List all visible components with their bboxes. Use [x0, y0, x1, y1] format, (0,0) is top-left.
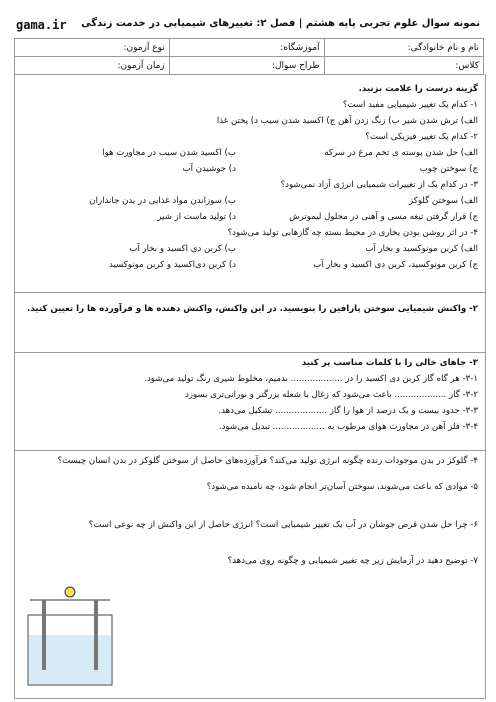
designer-label: طراح سوال:	[169, 57, 324, 75]
q1-3: ۳- در کدام یک از تغییرات شیمیایی انرژی آزاد نمی‌شود؟	[280, 180, 478, 190]
bulb-icon	[65, 587, 75, 597]
q3-heading: ۳- جاهای خالی را با کلمات مناسب پر کنید	[301, 358, 478, 368]
q1-3-a: الف) سوختن گلوکز	[408, 196, 478, 206]
q1-4-b: ب) کربن دی اکسید و بخار آب	[129, 244, 236, 254]
q5-text: ۵- موادی که باعث می‌شوند، سوختن آسان‌تر انجام شود، چه نامیده می‌شود؟	[206, 482, 478, 492]
q1-2-a: الف) حل شدن پوسته ی تخم مرغ در سرکه	[324, 148, 478, 158]
page-title: نمونه سوال علوم تجربی پایه هشتم | فصل ۲: تغییرهای شیمیایی در خدمت زندگی	[81, 18, 480, 29]
class-label: کلاس:	[324, 57, 483, 75]
q1-2-c: ج) سوختن چوب	[419, 164, 478, 174]
exam-type-label: نوع آزمون:	[15, 39, 170, 57]
q1-4-d: د) کربن دی‌اکسید و کربن مونوکسید	[108, 260, 236, 270]
q4-text: ۴- گلوکز در بدن موجودات زنده چگونه انرژی تولید می‌کند؟ فرآورده‌های حاصل از سوختن گلوکز در بدن انسان چیست؟	[57, 456, 478, 466]
q1-1-options: الف) ترش شدن شیر ب) زنگ زدن آهن ج) اکسید شدن سیب د) پختن غذا	[216, 116, 478, 126]
q1-heading: گزینه درست را علامت بزنید.	[358, 84, 478, 94]
q1-4-c: ج) کربن مونوکسید، کربن دی اکسید و بخار آب	[313, 260, 478, 270]
name-label: نام و نام خانوادگی:	[324, 39, 483, 57]
q1-4: ۴- در اثر روشن بودن بخاری در محیط بسته چه گازهایی تولید می‌شود؟	[227, 228, 478, 238]
q7-text: ۷- توضیح دهید در آزمایش زیر چه تغییر شیمیایی و چگونه روی می‌دهد؟	[227, 556, 478, 566]
section-q2	[14, 292, 486, 353]
q3-2: ۳-۲- گاز ................... باعث می‌شود که زغال با شعله بزرگتر و نورانی‌تری بسوزد	[185, 390, 478, 400]
site-logo: gama.ir	[16, 18, 67, 32]
q3-3: ۳-۳- حدود بیست و یک درصد از هوا را گاز ................... تشکیل می‌دهد.	[218, 406, 478, 416]
q6-text: ۶- چرا حل شدن قرص جوشان در آب یک تغییر شیمیایی است؟ انرژی حاصل از این واکنش از چه نوعی است؟	[88, 520, 478, 530]
q1-2-d: د) جوشیدن آب	[182, 164, 236, 174]
electrode-right	[94, 600, 98, 670]
electrode-left	[42, 600, 46, 670]
q1-1: ۱- کدام یک تغییر شیمیایی مفید است؟	[342, 100, 478, 110]
q2-text: ۲- واکنش شیمیایی سوختن پارافین را بنویسید. در این واکنش، واکنش دهنده ها و فرآورده ها را تعیین کنید.	[27, 304, 478, 314]
experiment-diagram	[20, 580, 120, 690]
q1-3-b: ب) سوزاندن مواد غذایی در بدن جانداران	[89, 196, 236, 206]
student-info-table	[14, 38, 484, 75]
q1-2: ۲- کدام یک تغییر فیزیکی است؟	[365, 132, 478, 142]
exam-time-label: زمان آزمون:	[15, 57, 170, 75]
q1-4-a: الف) کربن مونوکسید و بخار آب	[365, 244, 478, 254]
q1-2-b: ب) اکسید شدن سیب در مجاورت هوا	[102, 148, 236, 158]
q3-4: ۳-۴- فلز آهن در مجاورت هوای مرطوب به ................... تبدیل می‌شود.	[218, 422, 478, 432]
q3-1: ۳-۱- هر گاه گاز کربن دی اکسید را در ................... بدمیم، مخلوط شیری رنگ تولید می‌شود.	[144, 374, 478, 384]
q1-3-d: د) تولید ماست از شیر	[157, 212, 236, 222]
school-label: آموزشگاه:	[169, 39, 324, 57]
solution	[29, 635, 111, 684]
q1-3-c: ج) قرار گرفتن تیغه مسی و آهنی در محلول لیموترش	[289, 212, 478, 222]
